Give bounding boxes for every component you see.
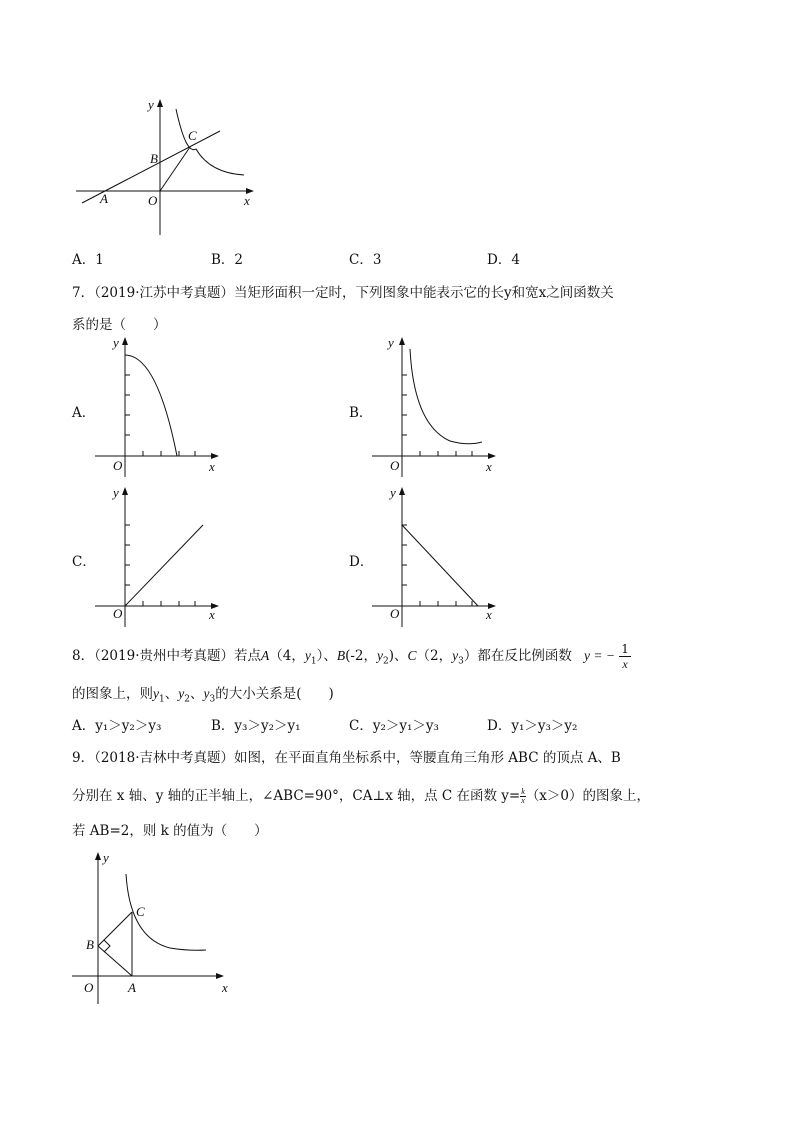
label-c: C <box>188 128 197 143</box>
q8-y3: y <box>452 648 459 663</box>
label-y: y <box>390 485 396 500</box>
q8-point-a: A <box>261 648 270 663</box>
hyperbola-curve <box>176 109 244 175</box>
y-ticks <box>402 375 407 435</box>
label-b: B <box>150 151 158 166</box>
q8-y2: y <box>377 648 383 663</box>
label-o: O <box>390 458 400 473</box>
linear-line <box>125 525 203 606</box>
x-axis-arrow <box>216 973 224 979</box>
q7-graph-c <box>95 485 230 630</box>
label-x: x <box>486 459 492 474</box>
right-angle-marker <box>104 940 110 952</box>
linear-line <box>402 525 478 606</box>
q8-c-close: ）都在反比例函数 <box>463 648 572 664</box>
q8-func-num: 1 <box>621 642 629 656</box>
q6-option-a: A．1 <box>72 252 104 268</box>
q9-stem-line1: 9．（2018·吉林中考真题）如图，在平面直角坐标系中，等腰直角三角形 ABC 的顶点 A、B <box>72 750 621 766</box>
q8-y1: y <box>304 648 311 663</box>
label-x: x <box>209 607 215 622</box>
q9-x: x <box>521 796 525 805</box>
q8-point-b: B <box>336 648 346 663</box>
label-x: x <box>209 459 215 474</box>
q9-line2-a: 分别在 x 轴、y 轴的正半轴上，∠ABC=90°，CA⊥x 轴，点 C 在函数 y= <box>72 788 521 804</box>
label-o: O <box>113 606 123 621</box>
q9-stem-line3: 若 AB=2，则 k 的值为（ ） <box>72 823 268 839</box>
q9-line2-b: （x＞0）的图象上， <box>525 788 651 804</box>
q8-option-d: D．y₁＞y₃＞y₂ <box>487 718 578 734</box>
q7-graph-a <box>95 335 230 480</box>
q8-c-coord: （2， <box>416 648 453 664</box>
y-ticks <box>125 375 130 435</box>
q7-stem-line2: 系的是（ ） <box>72 317 167 333</box>
label-a: A <box>100 191 108 206</box>
label-b: B <box>86 937 94 952</box>
label-o: O <box>390 606 400 621</box>
y-axis-arrow <box>399 337 405 345</box>
label-y: y <box>148 97 154 112</box>
q8-a-coord: （4， <box>269 648 305 664</box>
q8-option-c: C．y₂＞y₁＞y₃ <box>349 718 439 734</box>
x-ticks <box>420 601 472 606</box>
segment-ab <box>98 946 132 976</box>
q8-line2-a: 的图象上，则 <box>72 686 153 702</box>
q9-stem-line2 <box>72 786 650 806</box>
parabola-curve <box>125 355 177 456</box>
y-ticks <box>125 525 130 585</box>
q8-option-b: B．y₃＞y₂＞y₁ <box>211 718 301 734</box>
q7-label-d: D． <box>349 554 374 570</box>
hyperbola-curve <box>410 349 482 444</box>
y-axis-arrow <box>157 99 163 107</box>
q8-b-close: )、 <box>388 648 408 664</box>
q8-y2-sub: 2 <box>383 656 389 667</box>
q8-fraction <box>619 642 631 671</box>
label-y: y <box>388 335 394 350</box>
q7-graph-b <box>372 335 507 480</box>
label-o: O <box>113 458 123 473</box>
segment-oc <box>160 147 190 191</box>
q8-y3-sub: 3 <box>458 656 464 667</box>
label-y: y <box>103 850 109 865</box>
y-axis-arrow <box>122 337 128 345</box>
label-x: x <box>244 193 250 208</box>
label-x: x <box>486 607 492 622</box>
q8-func-lhs: y = − <box>584 648 615 663</box>
q8-a-close: ）、 <box>316 648 337 664</box>
segment-bc <box>98 912 132 946</box>
q6-option-d: D．4 <box>487 252 520 268</box>
q8-func-den: x <box>622 657 628 671</box>
q7-stem-line1: 7．（2019·江苏中考真题）当矩形面积一定时，下列图象中能表示它的长y和宽x之间函数关 <box>72 285 614 301</box>
q8-option-a: A．y₁＞y₂＞y₃ <box>72 718 162 734</box>
q8-line2-b: 的大小关系是( ) <box>215 686 334 702</box>
q7-label-c: C． <box>72 554 96 570</box>
y-ticks <box>402 525 407 585</box>
q7-label-b: B． <box>349 405 373 421</box>
q6-option-b: B．2 <box>211 252 244 268</box>
q8-stem-line2: 的图象上，则$y_1$、$y_2$、$y_3$的大小关系是( ) <box>72 686 334 705</box>
label-y: y <box>113 335 119 350</box>
q8-stem-line1 <box>72 646 572 672</box>
q7-label-a: A． <box>72 405 96 421</box>
label-a: A <box>128 980 136 995</box>
q6-option-c: C．3 <box>349 252 382 268</box>
label-c: C <box>136 904 145 919</box>
y-axis-arrow <box>399 487 405 495</box>
q9-figure <box>70 848 250 1008</box>
q8-function <box>584 636 631 676</box>
label-o: O <box>84 980 94 995</box>
q6-figure <box>70 95 270 245</box>
x-ticks <box>420 451 472 456</box>
q8-y1-sub: 1 <box>310 656 317 667</box>
q7-graph-d <box>372 485 507 630</box>
y-axis-arrow <box>95 852 101 860</box>
label-o: O <box>148 193 158 208</box>
label-x: x <box>222 980 228 995</box>
q8-prefix: 8．（2019·贵州中考真题）若点 <box>72 648 261 664</box>
q9-k: k <box>521 787 525 796</box>
y-axis-arrow <box>122 487 128 495</box>
x-ticks <box>143 451 195 456</box>
x-ticks <box>143 601 195 606</box>
label-y: y <box>113 485 119 500</box>
q8-b-coord: (-2， <box>345 648 377 664</box>
q8-point-c: C <box>407 648 417 663</box>
